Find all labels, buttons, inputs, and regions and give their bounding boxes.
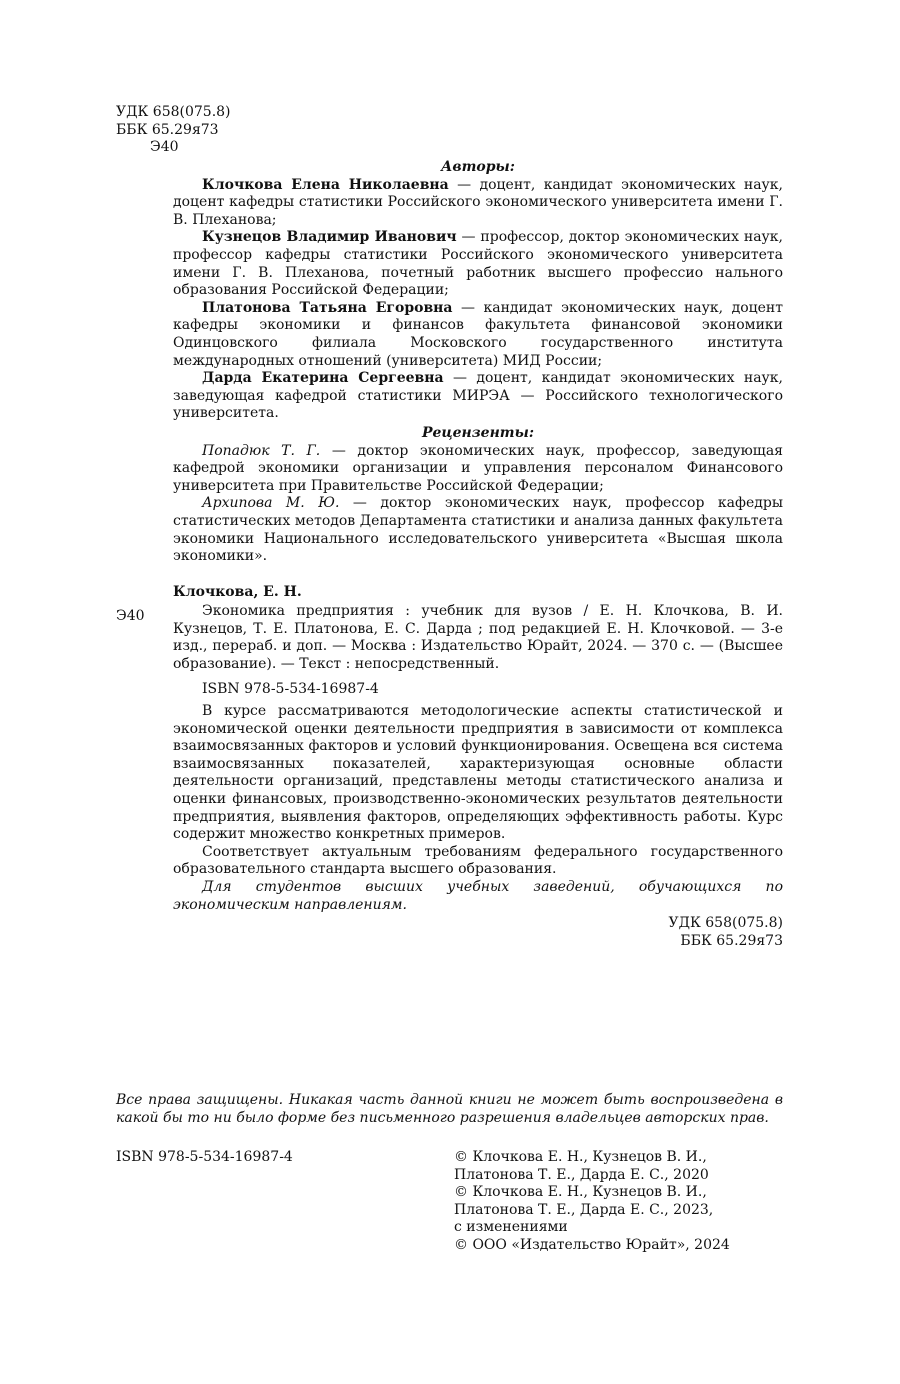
- abstract-paragraph: В курсе рассматриваются методологические аспекты статистической и экономической оценки деятельности предприятия в зависимости от комплекса взаимосвязанных факторов и условий функционирования. Освещена вся система взаимосвязанных показателей, характеризующая основные области деятельности организаций, представлены методы статистического анализа и оценки финансовых, производственно-экономических результатов деятельности предприятия, выявления факторов, определяющих эффективность работы. Курс содержит множество конкретных примеров.: [173, 703, 783, 843]
- author-entry: [173, 229, 783, 299]
- rights-notice: Все права защищены. Никакая часть данной книги не может быть воспроизведена в какой бы то ни было форме без письменного разрешения владельцев авторских прав.: [116, 1092, 783, 1126]
- bib-author: Клочкова, Е. Н.: [173, 584, 302, 600]
- author-desc: — доцент, кандидат экономических наук, заведующая кафедрой статистики МИРЭА — Российского технологического университета.: [173, 370, 783, 422]
- footer-isbn: ISBN 978-5-534-16987-4: [116, 1149, 293, 1165]
- udk-code: УДК 658(075.8): [116, 104, 231, 120]
- author-desc: — доцент, кандидат экономических наук, доцент кафедры статистики Российского экономического университета имени Г. В. Плеханова;: [173, 176, 783, 228]
- copyright-line: © ООО «Издательство Юрайт», 2024: [454, 1236, 730, 1253]
- author-name: Кузнецов Владимир Иванович: [202, 229, 457, 246]
- udk-code: УДК 658(075.8): [668, 915, 783, 931]
- reviewers-section: [173, 425, 783, 566]
- copyright-line: Платонова Т. Е., Дарда Е. С., 2023,: [454, 1201, 714, 1218]
- reviewer-entry: [173, 495, 783, 565]
- copyright-line: Платонова Т. Е., Дарда Е. С., 2020: [454, 1166, 709, 1183]
- author-entry: [173, 370, 783, 423]
- bbk-code: ББК 65.29я73: [116, 121, 219, 138]
- reviewer-name: Архипова М. Ю.: [202, 495, 340, 512]
- udk-footer: [173, 915, 783, 950]
- reviewer-name: Попадюк Т. Г.: [202, 442, 321, 459]
- abstract-section: [173, 703, 783, 914]
- bbk-code: ББК 65.29я73: [680, 932, 783, 949]
- copyright-line: © Клочкова Е. Н., Кузнецов В. И.,: [454, 1184, 707, 1201]
- bib-isbn: ISBN 978-5-534-16987-4: [202, 681, 379, 697]
- audience-paragraph: Для студентов высших учебных заведений, обучающихся по экономическим направлениям.: [173, 878, 783, 913]
- copyright-block: [454, 1149, 784, 1255]
- author-desc: — профессор, доктор экономических наук, профессор кафедры статистики Российского экономического университета имени Г. В. Плеханова, почетный работник высшего профессио нального образования Российской Федерации;: [173, 229, 783, 299]
- author-name: Платонова Татьяна Егоровна: [202, 299, 453, 316]
- reviewer-desc: — доктор экономических наук, профессор, заведующая кафедрой экономики организации и управления персоналом Финансового университета при Правительстве Российской Федерации;: [173, 442, 783, 494]
- author-desc: — кандидат экономических наук, доцент кафедры экономики и финансов факультета финансовой экономики Одинцовского филиала Московского государственного института международных отношений (университета) МИД России;: [173, 299, 783, 369]
- author-entry: [173, 177, 783, 230]
- author-entry: [173, 300, 783, 370]
- udk-header: [116, 104, 231, 157]
- author-name: Клочкова Елена Николаевна: [202, 176, 449, 193]
- bib-mark: Э40: [116, 608, 145, 624]
- reviewer-entry: [173, 443, 783, 496]
- author-mark: Э40: [150, 139, 179, 155]
- authors-heading: Авторы:: [441, 159, 515, 175]
- copyright-line: © Клочкова Е. Н., Кузнецов В. И.,: [454, 1149, 707, 1165]
- bib-description: Экономика предприятия : учебник для вузов / Е. Н. Клочкова, В. И. Кузнецов, Т. Е. Платонова, Е. С. Дарда ; под редакцией Е. Н. Клочковой. — 3-е изд., перераб. и доп. — Москва : Издательство Юрайт, 2024. — 370 с. — (Высшее образование). — Текст : непосредственный.: [173, 603, 783, 672]
- reviewer-desc: — доктор экономических наук, профессор кафедры статистических методов Департамента статистики и анализа данных факультета экономики Национального исследовательского университета «Высшая школа экономики».: [173, 495, 783, 565]
- reviewers-heading: Рецензенты:: [421, 425, 535, 441]
- authors-section: [173, 159, 783, 423]
- author-name: Дарда Екатерина Сергеевна: [202, 370, 444, 387]
- abstract-paragraph: Соответствует актуальным требованиям федерального государственного образовательного стандарта высшего образования.: [173, 843, 783, 878]
- copyright-line: с изменениями: [454, 1219, 568, 1236]
